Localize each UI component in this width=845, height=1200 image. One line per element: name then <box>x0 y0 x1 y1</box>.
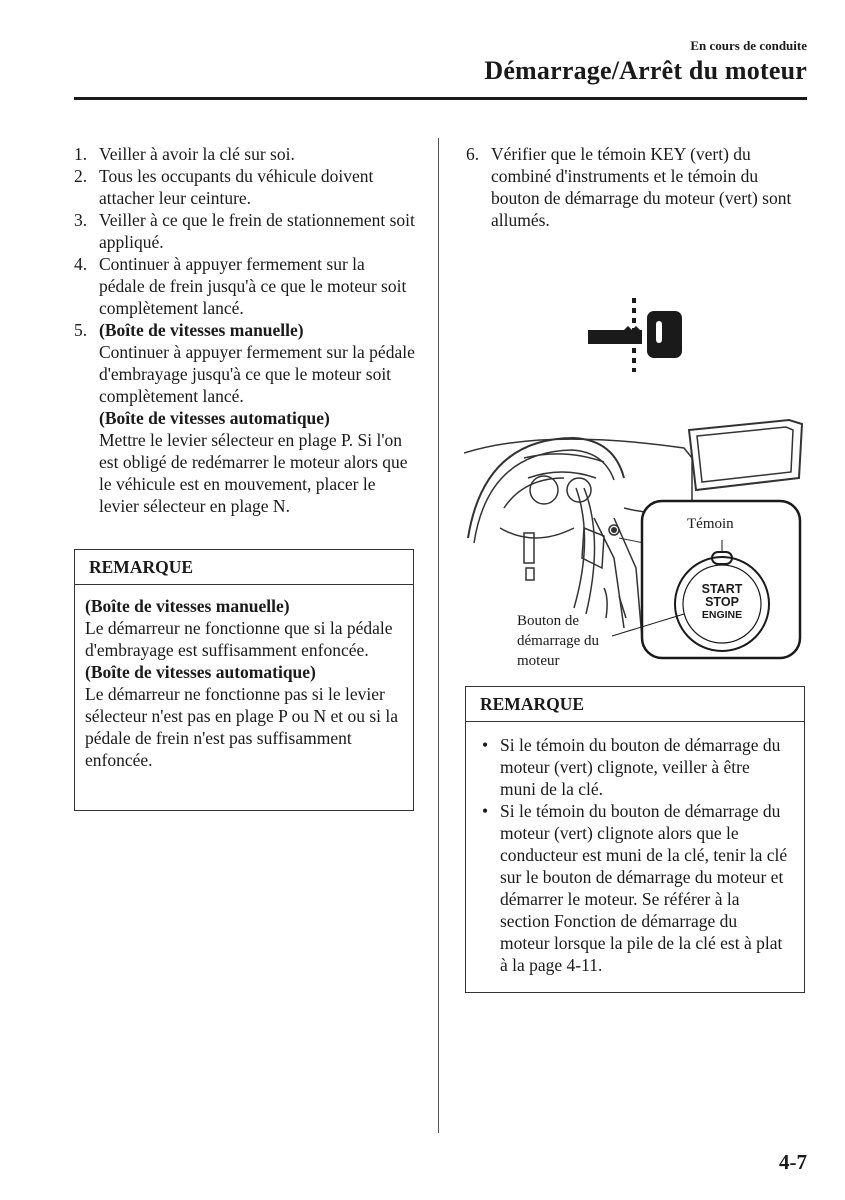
note-box-right <box>465 686 805 993</box>
manual-text: Continuer à appuyer fermement sur la pédale d'embrayage jusqu'à ce que le moteur soit complètement lancé. <box>99 342 415 406</box>
step-text: Continuer à appuyer fermement sur la pédale de frein jusqu'à ce que le moteur soit complètement lancé. <box>99 254 407 318</box>
list-item <box>74 209 419 253</box>
note-heading: REMARQUE <box>75 550 413 585</box>
note-body <box>75 585 413 779</box>
note-bullet-list <box>476 734 794 976</box>
manual-heading: (Boîte de vitesses manuelle) <box>99 320 304 340</box>
temoin-label: Témoin <box>684 514 737 534</box>
steps-list <box>466 143 806 231</box>
step-text: Veiller à ce que le frein de stationnement soit appliqué. <box>99 210 415 252</box>
step-text: Tous les occupants du véhicule doivent attacher leur ceinture. <box>99 166 374 208</box>
column-divider <box>438 138 439 1133</box>
page-number: 4-7 <box>779 1150 807 1174</box>
start-text: START <box>701 582 743 596</box>
list-item: • Si le témoin du bouton de démarrage du moteur (vert) clignote, veiller à être muni de la clé. <box>476 734 794 800</box>
list-item <box>74 165 419 209</box>
note-manual-heading: (Boîte de vitesses manuelle) <box>85 596 290 616</box>
start-button-label: Bouton de démarrage du moteur <box>517 613 600 669</box>
start-stop-button <box>692 583 752 622</box>
right-column <box>466 143 806 231</box>
note-box-left <box>74 549 414 811</box>
list-item <box>74 319 419 517</box>
page-title: Démarrage/Arrêt du moteur <box>484 56 807 85</box>
left-column <box>74 143 419 517</box>
step-number: 5. <box>74 320 88 340</box>
list-item <box>466 143 806 231</box>
step-number: 1. <box>74 144 88 164</box>
dashboard-illustration <box>464 418 805 663</box>
automatic-text: Mettre le levier sélecteur en plage P. Si l'on est obligé de redémarrer le moteur alors que le véhicule est en mouvement, placer le levier sélecteur en plage N. <box>99 430 408 516</box>
step-text: Vérifier que le témoin KEY (vert) du combiné d'instruments et le témoin du bouton de démarrage du moteur (vert) sont allumés. <box>491 144 792 230</box>
note-automatic-text: Le démarreur ne fonctionne pas si le levier sélecteur n'est pas en plage P ou N et ou si la pédale de frein n'est pas suffisamment enfoncée. <box>85 684 399 770</box>
list-item <box>74 253 419 319</box>
section-label: En cours de conduite <box>690 38 807 53</box>
engine-text: ENGINE <box>701 609 743 621</box>
step-number: 2. <box>74 166 88 186</box>
note-body <box>466 722 804 984</box>
step-text: Veiller à avoir la clé sur soi. <box>99 144 295 164</box>
note-manual-text: Le démarreur ne fonctionne que si la pédale d'embrayage est suffisamment enfoncée. <box>85 618 393 660</box>
step-number: 6. <box>466 144 480 164</box>
list-item: • Si le témoin du bouton de démarrage du moteur (vert) clignote alors que le conducteur est muni de la clé, tenir la clé sur le bouton de démarrage du moteur et démarrer le moteur. Se référer à la section Fonction de démarrage du moteur lorsque la pile de la clé est à plat à la page 4-11. <box>476 800 794 976</box>
step-number: 4. <box>74 254 88 274</box>
note-heading: REMARQUE <box>466 687 804 722</box>
note-automatic-heading: (Boîte de vitesses automatique) <box>85 662 316 682</box>
stop-text: STOP <box>705 595 739 609</box>
step-number: 3. <box>74 210 88 230</box>
steps-list <box>74 143 419 517</box>
key-indicator-icon <box>584 296 688 376</box>
header-rule <box>74 97 807 100</box>
list-item <box>74 143 419 165</box>
automatic-heading: (Boîte de vitesses automatique) <box>99 408 330 428</box>
